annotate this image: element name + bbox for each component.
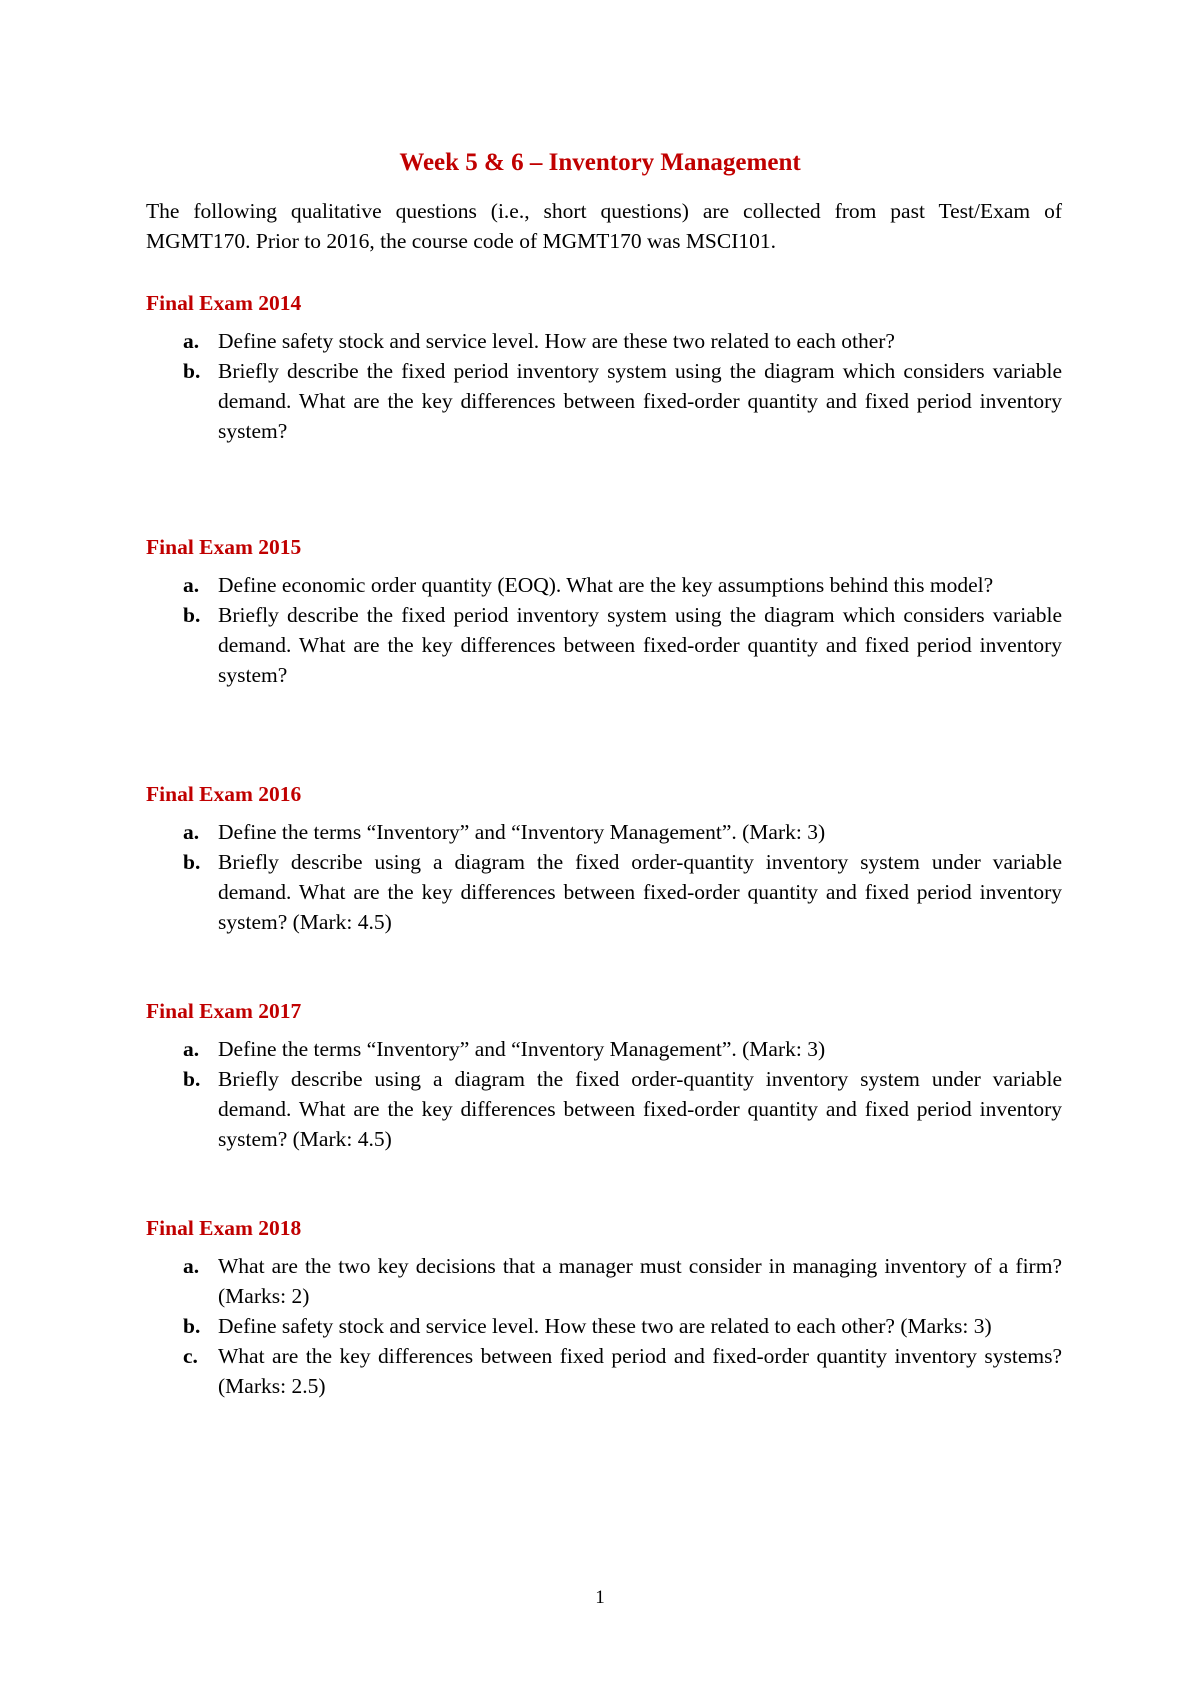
question-text: Briefly describe the fixed period inventory system using the diagram which considers variable demand. What are the key differences between fixed-order quantity and fixed period inventory system? (218, 603, 1062, 687)
question-item (146, 1034, 1062, 1064)
section-heading: Final Exam 2018 (146, 1216, 302, 1240)
question-text: Define safety stock and service level. How are these two related to each other? (218, 329, 895, 353)
page-number: 1 (595, 1587, 605, 1608)
question-text: Briefly describe using a diagram the fixed order-quantity inventory system under variable demand. What are the key differences between fixed-order quantity and fixed period inventory system? (Mark: 4.5) (218, 1067, 1062, 1151)
question-item (146, 817, 1062, 847)
section-final-exam-2017 (146, 996, 1062, 1154)
section-heading: Final Exam 2017 (146, 999, 302, 1023)
section-final-exam-2016 (146, 779, 1062, 937)
question-text: Briefly describe the fixed period inventory system using the diagram which considers variable demand. What are the key differences between fixed-order quantity and fixed period inventory system? (218, 359, 1062, 443)
question-letter: a. (183, 1254, 200, 1278)
question-item (146, 600, 1062, 690)
section-heading: Final Exam 2015 (146, 535, 302, 559)
section-heading: Final Exam 2016 (146, 782, 302, 806)
question-item (146, 570, 1062, 600)
question-letter: b. (183, 603, 201, 627)
question-item (146, 1341, 1062, 1401)
question-text: Define the terms “Inventory” and “Inventory Management”. (Mark: 3) (218, 820, 826, 844)
question-text: What are the key differences between fixed period and fixed-order quantity inventory systems? (Marks: 2.5) (218, 1344, 1062, 1398)
question-item (146, 1311, 1062, 1341)
question-list (146, 1034, 1062, 1154)
question-letter: b. (183, 359, 201, 383)
question-letter: b. (183, 1067, 201, 1091)
question-item (146, 1064, 1062, 1154)
question-text: What are the two key decisions that a manager must consider in managing inventory of a firm? (Marks: 2) (218, 1254, 1062, 1308)
question-list (146, 570, 1062, 690)
question-item (146, 847, 1062, 937)
question-text: Briefly describe using a diagram the fixed order-quantity inventory system under variable demand. What are the key differences between fixed-order quantity and fixed period inventory system? (Mark: 4.5) (218, 850, 1062, 934)
question-letter: c. (183, 1344, 198, 1368)
question-letter: a. (183, 573, 200, 597)
question-list (146, 326, 1062, 446)
question-letter: a. (183, 329, 200, 353)
section-heading: Final Exam 2014 (146, 291, 302, 315)
intro-text: The following qualitative questions (i.e., short questions) are collected from past Test/Exam of MGMT170. Prior to 2016, the course code of MGMT170 was MSCI101. (146, 199, 1062, 253)
question-list (146, 817, 1062, 937)
question-text: Define the terms “Inventory” and “Inventory Management”. (Mark: 3) (218, 1037, 826, 1061)
question-letter: b. (183, 850, 201, 874)
question-letter: b. (183, 1314, 201, 1338)
question-item (146, 1251, 1062, 1311)
page-title: Week 5 & 6 – Inventory Management (399, 149, 801, 176)
question-letter: a. (183, 1037, 200, 1061)
question-text: Define safety stock and service level. How these two are related to each other? (Marks: 3) (218, 1314, 992, 1338)
question-list (146, 1251, 1062, 1401)
question-text: Define economic order quantity (EOQ). What are the key assumptions behind this model? (218, 573, 994, 597)
question-item (146, 356, 1062, 446)
section-final-exam-2018 (146, 1213, 1062, 1401)
section-final-exam-2015 (146, 532, 1062, 690)
intro-paragraph (146, 196, 1062, 256)
section-final-exam-2014 (146, 288, 1062, 446)
question-letter: a. (183, 820, 200, 844)
question-item (146, 326, 1062, 356)
